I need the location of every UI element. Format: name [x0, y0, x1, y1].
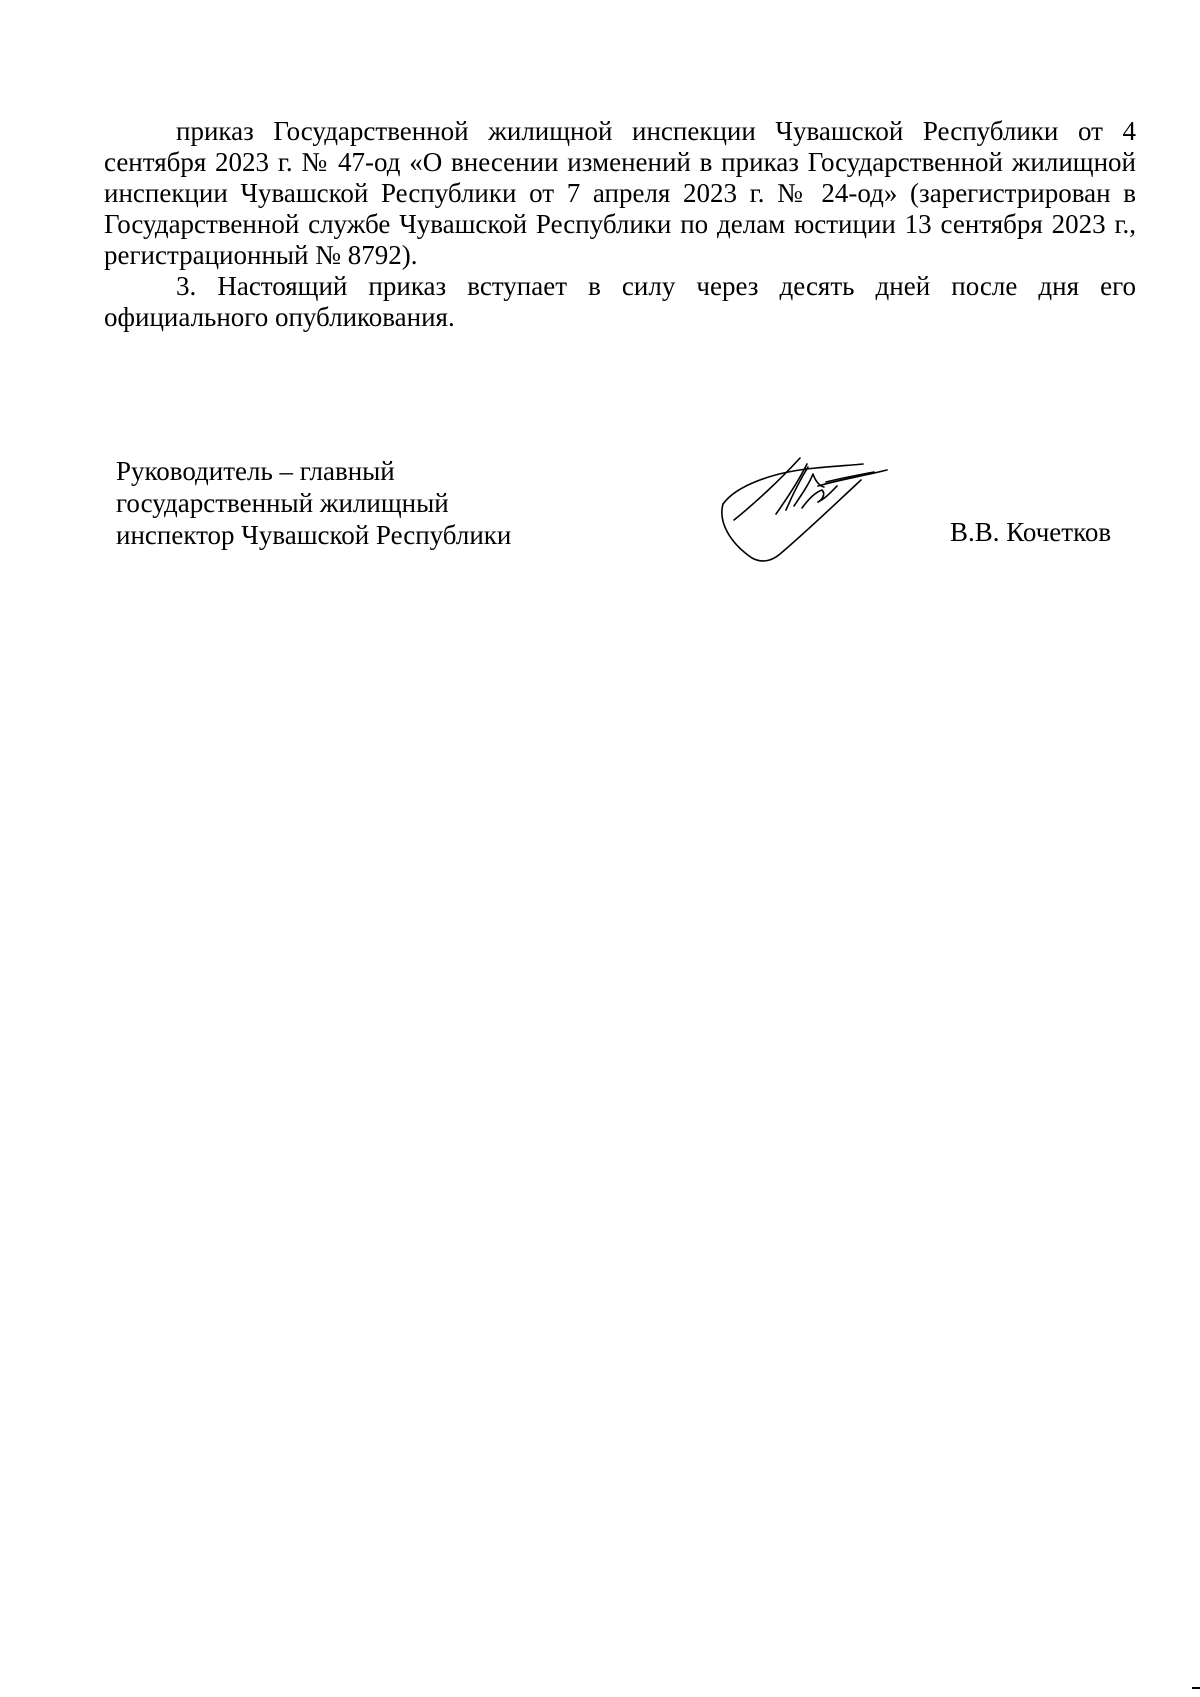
- signer-name: В.В. Кочетков: [950, 517, 1112, 547]
- signatory-position: [116, 455, 511, 551]
- handwritten-signature-icon: [718, 452, 893, 564]
- paragraph-previous-order: приказ Государственной жилищной инспекции Чувашской Республики от 4 сентября 2023 г. № 47-од «О внесении изменений в приказ Государственной жилищной инспекции Чувашской Республики от 7 апреля 2023 г. № 24-од» (зарегистрирован в Государственной службе Чувашской Республики по делам юстиции 13 сентября 2023 г., регистрационный № 8792).: [104, 116, 1136, 270]
- page-corner-mark: [1192, 1687, 1200, 1689]
- position-line: государственный жилищный: [116, 488, 449, 518]
- position-line: инспектор Чувашской Республики: [116, 520, 512, 550]
- paragraph-item-3: 3. Настоящий приказ вступает в силу через десять дней после дня его официального опубликования.: [104, 271, 1136, 332]
- position-line: Руководитель – главный: [116, 456, 395, 486]
- document-body: [104, 116, 1136, 333]
